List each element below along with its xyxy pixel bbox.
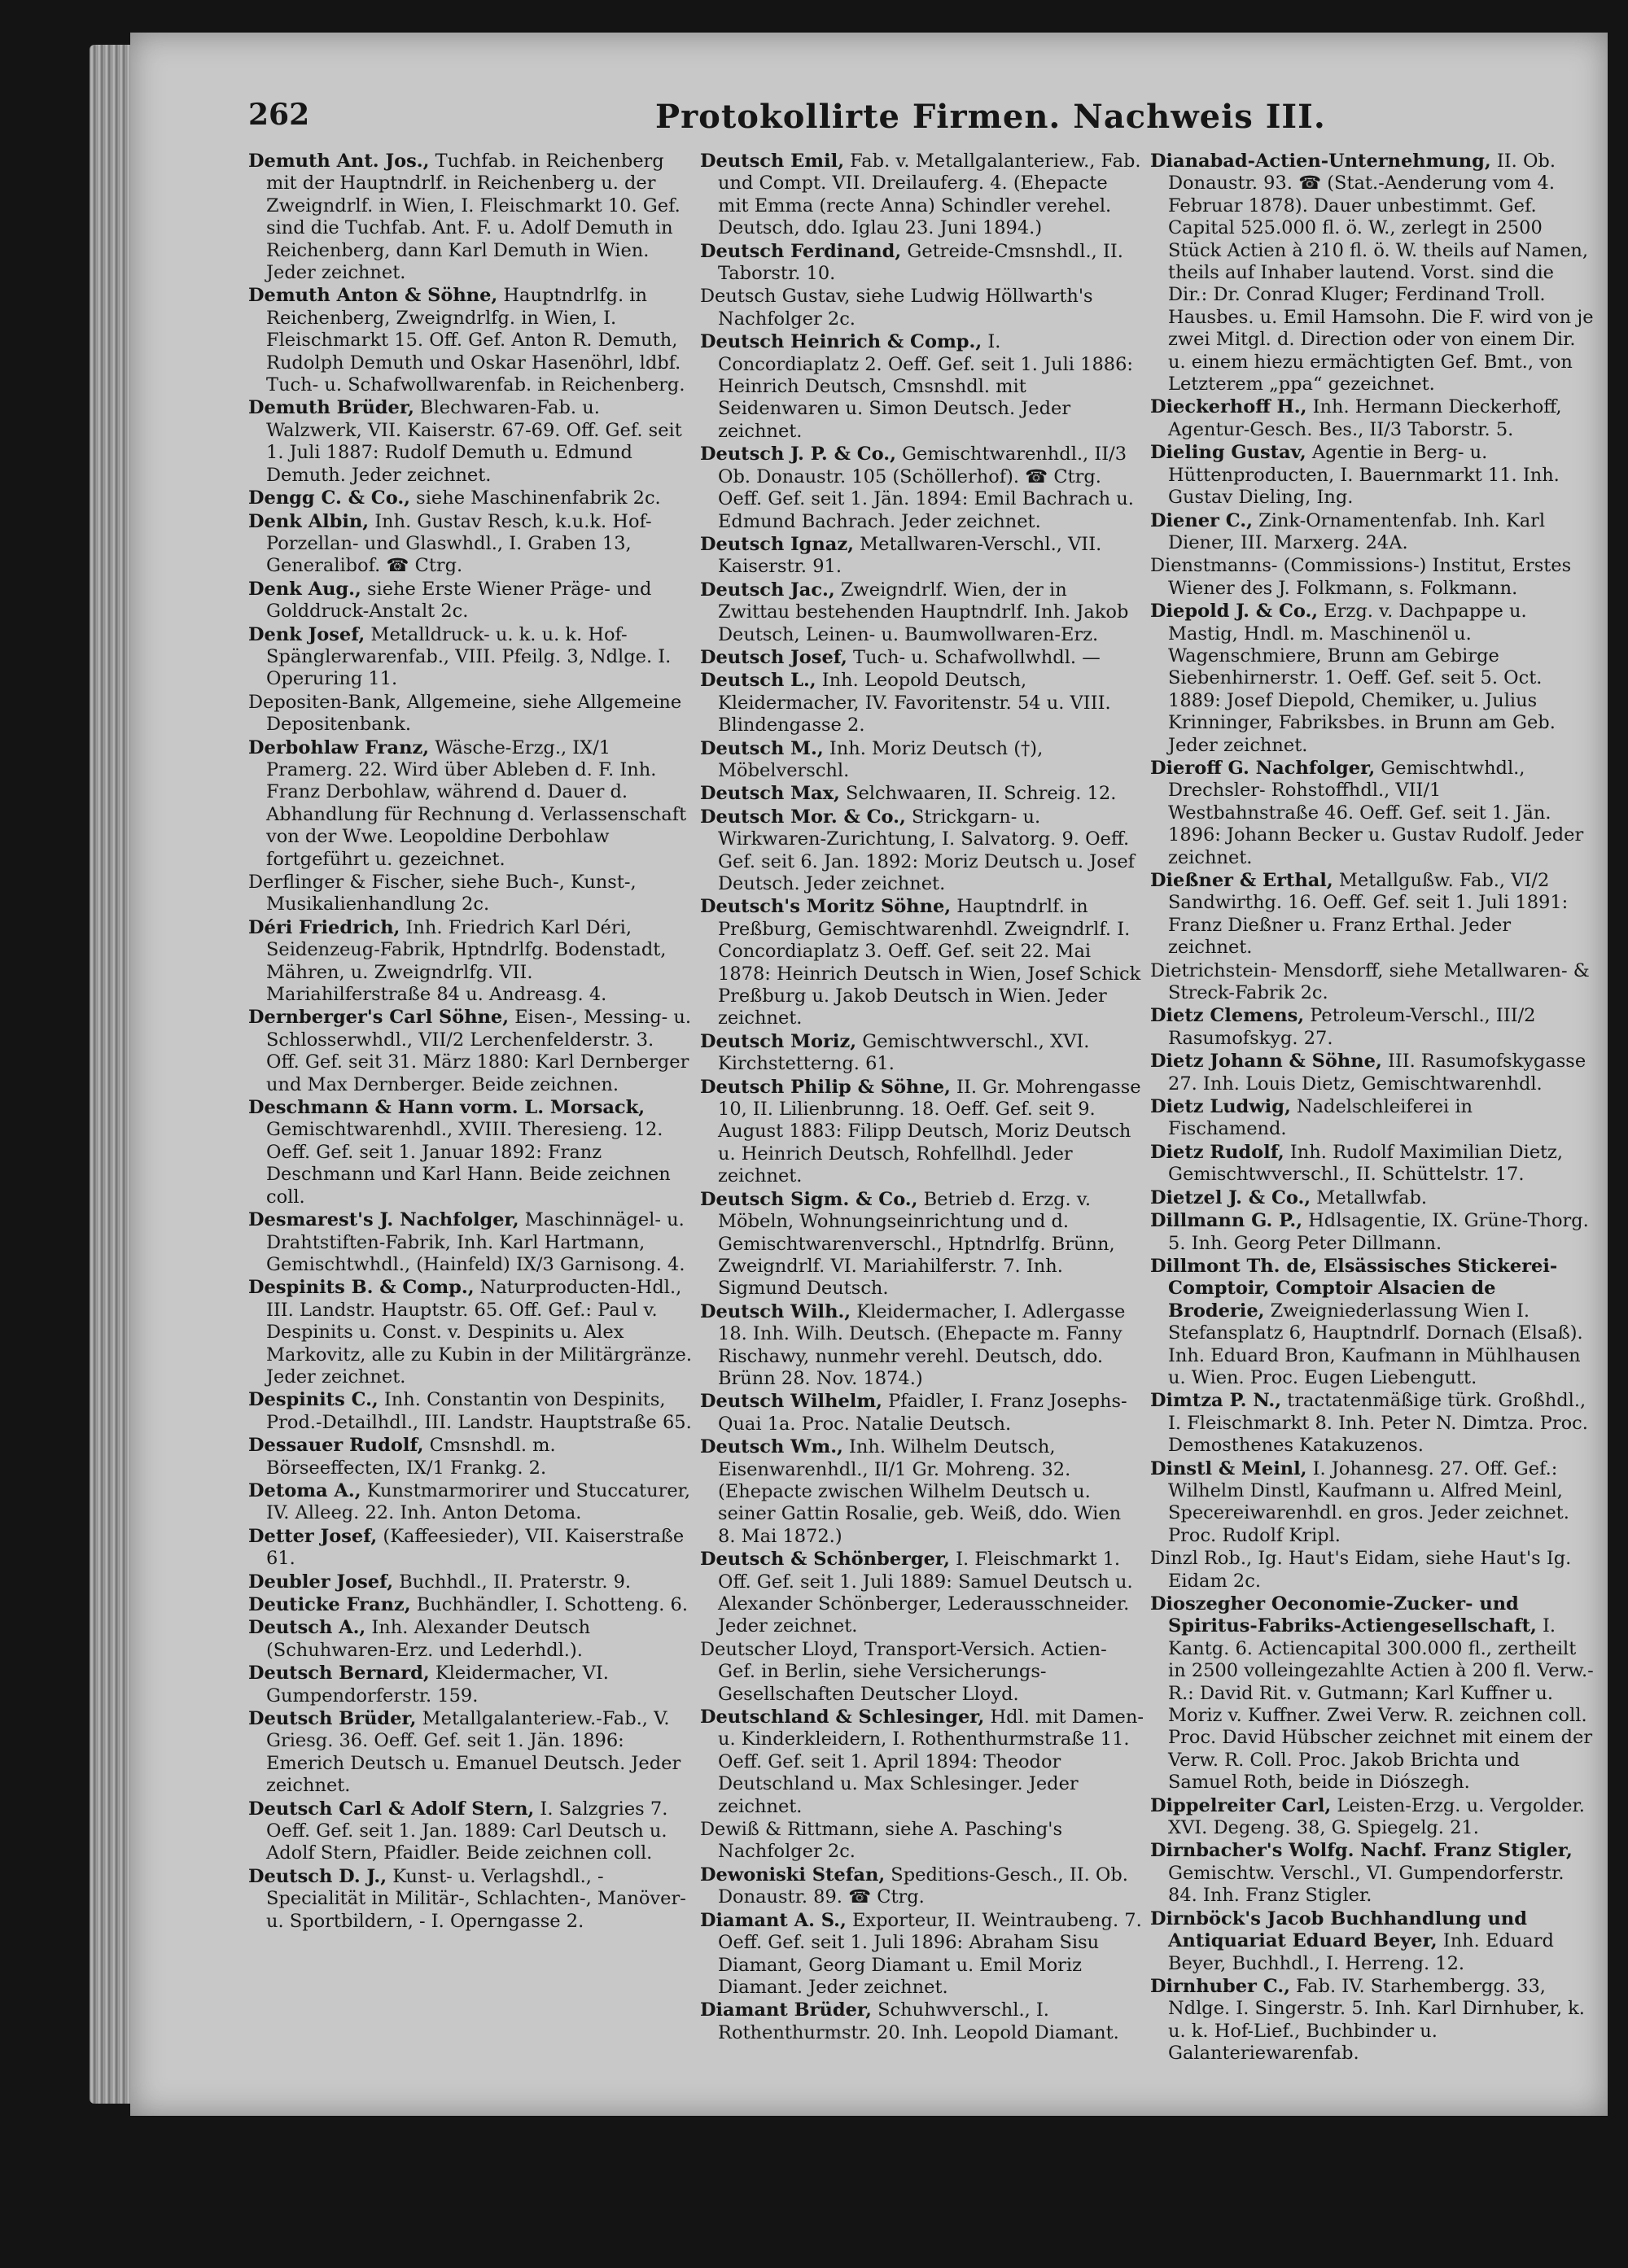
directory-entry <box>248 397 692 487</box>
directory-entry <box>1150 555 1594 600</box>
firm-description: Gemischtw. Verschl., VI. Gumpendorferstr. 84. Inh. Franz Stigler. <box>1168 1862 1565 1907</box>
firm-name: Demuth Anton & Söhne, <box>248 285 498 307</box>
firm-description: Derflinger & Fischer, siehe Buch-, Kunst-, Musikalienhandlung 2c. <box>248 872 637 916</box>
firm-description: Leisten-Erzg. u. Vergolder. XVI. Degeng. 38, G. Spiegelg. 21. <box>1168 1794 1585 1839</box>
firm-description: Deutscher Lloyd, Transport-Versich. Actien-Gef. in Berlin, siehe Versicherungs-Gesellschaften Deutscher Lloyd. <box>700 1638 1107 1705</box>
directory-entry <box>700 1910 1144 1999</box>
firm-description: Inh. Constantin von Despinits, Prod.-Detailhdl., III. Landstr. Hauptstraße 65. <box>266 1389 692 1433</box>
directory-entry <box>248 1663 692 1707</box>
directory-entry <box>248 1594 692 1616</box>
firm-name: Denk Albin, <box>248 510 370 532</box>
directory-entry <box>700 1031 1144 1076</box>
directory-entry <box>248 917 692 1007</box>
firm-description: Dietrichstein- Mensdorff, siehe Metallwaren- & Streck-Fabrik 2c. <box>1150 959 1590 1004</box>
directory-entry <box>1150 510 1594 555</box>
directory-entry <box>248 1708 692 1798</box>
firm-name: Dietz Clemens, <box>1150 1005 1305 1027</box>
firm-name: Diamant Brüder, <box>700 1999 872 2021</box>
firm-description: Hdl. mit Damen- u. Kinderkleidern, I. Rothenthurmstraße 11. Oeff. Gef. seit 1. April 1894: Theodor Deutschland u. Max Schlesinger. Jeder zeichnet. <box>718 1706 1144 1817</box>
directory-entry <box>700 331 1144 443</box>
firm-description: Hdlsagentie, IX. Grüne-Thorg. 5. Inh. Georg Peter Dillmann. <box>1168 1210 1589 1254</box>
firm-name: Deubler Josef, <box>248 1571 394 1593</box>
column-1 <box>248 151 692 1934</box>
firm-name: Deutsch Emil, <box>700 151 845 172</box>
firm-name: Deutsch Wilhelm, <box>700 1391 882 1413</box>
firm-description: I. Johannesg. 27. Off. Gef.: Wilhelm Dinstl, Kaufmann u. Alfred Meinl, Specereiwarenhdl. en gros. Jeder zeichnet. Proc. Rudolf Kripl. <box>1168 1457 1569 1546</box>
firm-description: II. Gr. Mohrengasse 10, II. Lilienbrunng. 18. Oeff. Gef. seit 9. August 1883: Filipp Deutsch, Moriz Deutsch u. Heinrich Deutsch, Rohfellhdl. Jeder zeichnet. <box>718 1076 1141 1187</box>
firm-description: Inh. Alexander Deutsch (Schuhwaren-Erz. und Lederhdl.). <box>266 1617 591 1661</box>
directory-entry <box>248 285 692 396</box>
directory-entry <box>700 1301 1144 1391</box>
directory-entry <box>700 1549 1144 1638</box>
firm-name: Deutsch J. P. & Co., <box>700 444 896 465</box>
directory-entry <box>248 1866 692 1933</box>
firm-description: Pfaidler, I. Franz Josephs-Quai 1a. Proc. Natalie Deutsch. <box>718 1391 1127 1435</box>
firm-description: Getreide-Cmsnshdl., II. Taborstr. 10. <box>718 240 1123 285</box>
firm-description: Buchhändler, I. Schotteng. 6. <box>410 1594 689 1615</box>
directory-entry <box>248 692 692 736</box>
column-3 <box>1150 151 1594 2066</box>
directory-entry <box>1150 1548 1594 1593</box>
directory-entry <box>248 487 692 509</box>
firm-name: Deutsch Ignaz, <box>700 533 854 555</box>
directory-entry <box>1150 396 1594 441</box>
firm-name: Deutsch Carl & Adolf Stern, <box>248 1798 535 1820</box>
directory-entry <box>248 1097 692 1208</box>
firm-description: Petroleum-Verschl., III/2 Rasumofskyg. 27. <box>1168 1005 1536 1049</box>
directory-entry <box>700 647 1144 669</box>
firm-description: Strickgarn- u. Wirkwaren-Zurichtung, I. Salvatorg. 9. Oeff. Gef. seit 6. Jan. 1892: Moriz Deutsch u. Josef Deutsch. Jeder zeichnet. <box>718 806 1135 894</box>
directory-entry <box>1150 960 1594 1005</box>
firm-name: Dieroff G. Nachfolger, <box>1150 757 1376 779</box>
firm-name: Déri Friedrich, <box>248 916 400 938</box>
firm-description: I. Salzgries 7. Oeff. Gef. seit 1. Jan. 1889: Carl Deutsch u. Adolf Stern, Pfaidler. Beide zeichnen coll. <box>266 1798 668 1864</box>
firm-name: Deuticke Franz, <box>248 1594 411 1615</box>
directory-entry <box>1150 1593 1594 1794</box>
firm-name: Dinstl & Meinl, <box>1150 1457 1307 1479</box>
firm-name: Deutsch D. J., <box>248 1865 387 1887</box>
firm-name: Diener C., <box>1150 509 1253 531</box>
firm-name: Deutschland & Schlesinger, <box>700 1706 985 1728</box>
directory-entry <box>248 1617 692 1662</box>
firm-name: Dillmont Th. de, Elsässisches Stickerei-Comptoir, Comptoir Alsacien de Broderie, <box>1150 1255 1558 1322</box>
firm-name: Demuth Ant. Jos., <box>248 151 430 172</box>
directory-entry <box>1150 1390 1594 1457</box>
firm-description: Metallgalanteriew.-Fab., V. Griesg. 36. Oeff. Gef. seit 1. Jän. 1896: Emerich Deutsch u. Emanuel Deutsch. Jeder zeichnet. <box>266 1708 681 1797</box>
firm-name: Deutsch Wm., <box>700 1436 843 1458</box>
directory-entry <box>1150 1256 1594 1389</box>
firm-description: Buchhdl., II. Praterstr. 9. <box>393 1571 632 1593</box>
firm-description: Kleidermacher, I. Adlergasse 18. Inh. Wilh. Deutsch. (Ehepacte m. Fanny Rischawy, nunmehr verehl. Deutsch, ddo. Brünn 28. Nov. 1874.) <box>718 1300 1126 1389</box>
directory-entry <box>1150 1210 1594 1255</box>
firm-description: Wäsche-Erzg., IX/1 Pramerg. 22. Wird über Ableben d. F. Inh. Franz Derbohlaw, während d. Dauer d. Abhandlung für Rechnung d. Verlassenschaft von der Wwe. Leopoldine Derbohlaw fortgeführt u. gezeichnet. <box>266 736 687 870</box>
firm-name: Dieckerhoff H., <box>1150 396 1307 418</box>
firm-name: Dirnhuber C., <box>1150 1975 1290 1997</box>
firm-name: Deutsch's Moritz Söhne, <box>700 896 952 918</box>
directory-entry <box>700 670 1144 736</box>
firm-name: Deutsch M., <box>700 737 824 759</box>
firm-name: Derbohlaw Franz, <box>248 736 430 758</box>
firm-name: Despinits C., <box>248 1389 379 1411</box>
directory-entry <box>1150 758 1594 869</box>
directory-entry <box>1150 1458 1594 1548</box>
firm-description: Hauptndrlf. in Preßburg, Gemischtwarenhdl. Zweigndrlf. I. Concordiaplatz 3. Oeff. Gef. seit 22. Mai 1878: Heinrich Deutsch in Wien, Josef Schick Preßburg u. Jakob Deutsch in Wien. Jeder zeichnet. <box>718 896 1141 1029</box>
directory-entry <box>700 1639 1144 1706</box>
firm-description: I. Fleischmarkt 1. Off. Gef. seit 1. Juli 1889: Samuel Deutsch u. Alexander Schönberger, Lederausschneider. Jeder zeichnet. <box>718 1549 1133 1637</box>
firm-name: Dianabad-Actien-Unternehmung, <box>1150 151 1491 172</box>
firm-name: Dieling Gustav, <box>1150 442 1306 464</box>
firm-description: Inh. Friedrich Karl Déri, Seidenzeug-Fabrik, Hptndrlfg. Bodenstadt, Mähren, u. Zweigndrlfg. VII. Mariahilferstraße 84 u. Andreasg. 4. <box>266 916 667 1006</box>
firm-description: III. Rasumofskygasse 27. Inh. Louis Dietz, Gemischtwarenhdl. <box>1168 1051 1586 1095</box>
firm-name: Dillmann G. P., <box>1150 1210 1303 1232</box>
directory-entry <box>1150 1096 1594 1141</box>
firm-description: Eisen-, Messing- u. Schlosserwhdl., VII/2 Lerchenfelderstr. 3. Off. Gef. seit 31. März 1880: Karl Dernberger und Max Dernberger. Beide zeichnen. <box>266 1007 692 1095</box>
firm-description: Inh. Gustav Resch, k.u.k. Hof-Porzellan- und Glaswhdl., I. Graben 13, Generalibof. ☎ Ctrg. <box>266 510 652 577</box>
firm-name: Deutsch Jac., <box>700 579 835 601</box>
firm-name: Deutsch & Schönberger, <box>700 1549 950 1571</box>
firm-description: Blechwaren-Fab. u. Walzwerk, VII. Kaiserstr. 67-69. Off. Gef. seit 1. Juli 1887: Rudolf Demuth u. Edmund Demuth. Jeder zeichnet. <box>266 397 682 486</box>
directory-entry <box>248 579 692 623</box>
directory-entry <box>700 1436 1144 1548</box>
directory-entry <box>1150 1142 1594 1186</box>
firm-description: Agentie in Berg- u. Hüttenproducten, I. Bauernmarkt 11. Inh. Gustav Dieling, Ing. <box>1168 442 1560 509</box>
firm-description: Kunstmarmorirer und Stuccaturer, IV. Alleeg. 22. Inh. Anton Detoma. <box>266 1479 691 1524</box>
firm-name: Diepold J. & Co., <box>1150 601 1319 623</box>
directory-entry <box>700 1189 1144 1300</box>
directory-entry <box>700 1391 1144 1436</box>
directory-entry <box>700 806 1144 896</box>
firm-name: Deutsch Bernard, <box>248 1663 430 1685</box>
firm-name: Diamant A. S., <box>700 1909 847 1931</box>
page-header <box>248 98 1575 146</box>
column-2 <box>700 151 1144 2045</box>
firm-description: Inh. Wilhelm Deutsch, Eisenwarenhdl., II/1 Gr. Mohreng. 32. (Ehepacte zwischen Wilhelm Deutsch u. seiner Gattin Rosalie, geb. Weiß, ddo. Wien 8. Mai 1872.) <box>718 1436 1122 1547</box>
firm-name: Deutsch Mor. & Co., <box>700 806 906 828</box>
firm-description: Metallgußw. Fab., VI/2 Sandwirthg. 16. Oeff. Gef. seit 1. Juli 1891: Franz Dießner u. Franz Erthal. Jeder zeichnet. <box>1168 870 1569 959</box>
firm-description: Inh. Eduard Beyer, Buchhdl., I. Herreng. 12. <box>1168 1930 1554 1974</box>
directory-entry <box>700 1706 1144 1818</box>
firm-description: Gemischtwhdl., Drechsler- Rohstoffhdl., VII/1 Westbahnstraße 46. Oeff. Gef. seit 1. Jän. 1896: Johann Becker u. Gustav Rudolf. Jeder zeichnet. <box>1168 757 1584 868</box>
directory-entry <box>248 1209 692 1276</box>
directory-entry <box>1150 442 1594 509</box>
firm-description: Schuhwverschl., I. Rothenthurmstr. 20. Inh. Leopold Diamant. <box>718 1999 1119 2043</box>
directory-entry <box>700 151 1144 240</box>
directory-entry <box>248 1435 692 1479</box>
firm-name: Dimtza P. N., <box>1150 1390 1282 1412</box>
firm-name: Dietz Rudolf, <box>1150 1141 1284 1163</box>
directory-entry <box>248 151 692 284</box>
firm-description: Kunst- u. Verlagshdl., -Specialität in Militär-, Schlachten-, Manöver- u. Sportbildern, - I. Operngasse 2. <box>266 1865 686 1932</box>
firm-name: Deutsch A., <box>248 1617 366 1639</box>
firm-name: Deutsch Sigm. & Co., <box>700 1188 918 1210</box>
directory-entry <box>700 1077 1144 1188</box>
directory-entry <box>248 511 692 578</box>
directory-entry <box>700 1864 1144 1909</box>
firm-name: Dietzel J. & Co., <box>1150 1186 1311 1208</box>
firm-description: Inh. Rudolf Maximilian Dietz, Gemischtwverschl., II. Schüttelstr. 17. <box>1168 1141 1564 1186</box>
firm-description: tractatenmäßige türk. Großhdl., I. Fleischmarkt 8. Inh. Peter N. Dimtza. Proc. Demosthenes Katakuzenos. <box>1168 1390 1588 1457</box>
firm-description: Fab. IV. Starhembergg. 33, Ndlge. I. Singerstr. 5. Inh. Karl Dirnhuber, k. u. k. Hof-Lief., Buchbinder u. Galanteriewarenfab. <box>1168 1975 1585 2065</box>
firm-description: Zink-Ornamentenfab. Inh. Karl Diener, III. Marxerg. 24A. <box>1168 509 1546 553</box>
firm-description: Hauptndrlfg. in Reichenberg, Zweigndrlfg. in Wien, I. Fleischmarkt 15. Off. Gef. Anton R. Demuth, Rudolph Demuth und Oskar Hasenöhrl, ldbf. Tuch- u. Schafwollwarenfab. in Reichenberg. <box>266 285 685 396</box>
page-number: 262 <box>248 98 310 132</box>
firm-description: Dinzl Rob., Ig. Haut's Eidam, siehe Haut's Ig. Eidam 2c. <box>1150 1548 1572 1592</box>
firm-description: Deutsch Gustav, siehe Ludwig Höllwarth's Nachfolger 2c. <box>700 286 1093 330</box>
firm-description: Selchwaaren, II. Schreig. 12. <box>839 783 1117 805</box>
firm-name: Dengg C. & Co., <box>248 487 410 509</box>
directory-entry <box>700 738 1144 783</box>
firm-description: I. Kantg. 6. Actiencapital 300.000 fl., zertheilt in 2500 volleingezahlte Actien à 200 fl. Verw.-R.: David Rit. v. Gutmann; Karl Kuffner u. Moriz v. Kuffner. Zwei Verw. R. zeichnen coll. Proc. David Hübscher zeichnet mit einem der Verw. R. Coll. Proc. Jakob Brichta und Samuel Roth, beide in Diószegh. <box>1168 1615 1594 1794</box>
firm-description: Fab. v. Metallgalanteriew., Fab. und Compt. VII. Dreilauferg. 4. (Ehepacte mit Emma (recte Anna) Schindler verehel. Deutsch, ddo. Iglau 23. Juni 1894.) <box>718 151 1141 239</box>
firm-description: Exporteur, II. Weintraubeng. 7. Oeff. Gef. seit 1. Juli 1896: Abraham Sisu Diamant, Georg Diamant u. Emil Moriz Diamant. Jeder zeichnet. <box>718 1909 1142 1998</box>
firm-description: Tuch- u. Schafwollwhdl. — <box>847 646 1101 668</box>
firm-name: Denk Aug., <box>248 578 361 600</box>
firm-description: Dewiß & Rittmann, siehe A. Pasching's Nachfolger 2c. <box>700 1819 1063 1863</box>
firm-name: Dernberger's Carl Söhne, <box>248 1007 510 1029</box>
directory-entry <box>1150 1976 1594 2065</box>
firm-description: siehe Erste Wiener Präge- und Golddruck-Anstalt 2c. <box>266 578 652 623</box>
firm-description: Inh. Leopold Deutsch, Kleidermacher, IV. Favoritenstr. 54 u. VIII. Blindengasse 2. <box>718 670 1111 736</box>
directory-entry <box>248 1277 692 1388</box>
firm-name: Dioszegher Oeconomie-Zucker- und Spiritus-Fabriks-Actiengesellschaft, <box>1150 1593 1537 1637</box>
directory-entry <box>700 241 1144 286</box>
firm-description: Zweigniederlassung Wien I. Stefansplatz 6, Hauptndrlf. Dornach (Elsaß). Inh. Eduard Bron, Kaufmann in Mühlhausen u. Wien. Proc. Eugen Liebengutt. <box>1168 1300 1583 1388</box>
firm-description: Inh. Moriz Deutsch (†), Möbelverschl. <box>718 737 1044 781</box>
firm-description: Gemischtwverschl., XVI. Kirchstetterng. 61. <box>718 1030 1090 1075</box>
firm-description: Depositen-Bank, Allgemeine, siehe Allgemeine Depositenbank. <box>248 691 682 736</box>
firm-name: Deutsch Josef, <box>700 646 847 668</box>
firm-description: II. Ob. Donaustr. 93. ☎ (Stat.-Aenderung vom 4. Februar 1878). Dauer unbestimmt. Gef. Capital 525.000 fl. ö. W., zerlegt in 2500 Stück Actien à 210 fl. ö. W. theils auf Namen, theils auf Inhaber lautend. Vorst. sind die Dir.: Dr. Conrad Kluger; Ferdinand Troll. Hausbes. u. Emil Hamsohn. Die F. wird von je zwei Mitgl. d. Direction oder von einem Dir. u. einem hiezu ermächtigten Gef. Bmt., von Letzterem „ppa“ gezeichnet. <box>1168 151 1594 395</box>
firm-description: Zweigndrlf. Wien, der in Zwittau bestehenden Hauptndrlf. Inh. Jakob Deutsch, Leinen- u. Baumwollwaren-Erz. <box>718 579 1129 645</box>
directory-entry <box>1150 870 1594 959</box>
directory-entry <box>700 534 1144 579</box>
firm-description: Metalldruck- u. k. u. k. Hof-Spänglerwarenfab., VIII. Pfeilg. 3, Ndlge. I. Operuring 11. <box>266 623 672 690</box>
firm-description: Metallwfab. <box>1311 1186 1428 1208</box>
firm-name: Demuth Brüder, <box>248 397 414 419</box>
directory-entry <box>700 1819 1144 1864</box>
directory-entry <box>700 1999 1144 2044</box>
firm-description: I. Concordiaplatz 2. Oeff. Gef. seit 1. Juli 1886: Heinrich Deutsch, Cmsnshdl. mit Seidenwaren u. Simon Deutsch. Jeder zeichnet. <box>718 331 1133 442</box>
firm-name: Denk Josef, <box>248 623 365 645</box>
directory-entry <box>1150 1840 1594 1907</box>
firm-name: Deschmann & Hann vorm. L. Morsack, <box>248 1097 646 1119</box>
firm-name: Dirnböck's Jacob Buchhandlung und Antiquariat Eduard Beyer, <box>1150 1907 1527 1952</box>
firm-name: Dietz Ludwig, <box>1150 1096 1291 1118</box>
directory-entry <box>1150 1908 1594 1975</box>
directory-entry <box>248 1571 692 1593</box>
firm-name: Dießner & Erthal, <box>1150 870 1333 891</box>
firm-description: Nadelschleiferei in Fischamend. <box>1168 1096 1473 1140</box>
firm-name: Deutsch Philip & Söhne, <box>700 1076 951 1098</box>
firm-description: Maschinnägel- u. Drahtstiften-Fabrik, Inh. Karl Hartmann, Gemischtwhdl., (Hainfeld) IX/3 Garnisong. 4. <box>266 1209 685 1275</box>
directory-entry <box>1150 1795 1594 1840</box>
firm-description: Cmsnshdl. m. Börseeffecten, IX/1 Frankg. 2. <box>266 1435 556 1479</box>
directory-entry <box>700 286 1144 330</box>
directory-entry <box>248 1389 692 1434</box>
firm-description: siehe Maschinenfabrik 2c. <box>410 487 661 509</box>
firm-description: Speditions-Gesch., II. Ob. Donaustr. 89. ☎ Ctrg. <box>718 1864 1128 1908</box>
firm-name: Detoma A., <box>248 1479 361 1501</box>
directory-entry <box>248 624 692 691</box>
firm-name: Deutsch Brüder, <box>248 1708 417 1730</box>
firm-name: Deutsch Heinrich & Comp., <box>700 331 982 353</box>
firm-name: Desmarest's J. Nachfolger, <box>248 1209 519 1231</box>
directory-entry <box>700 579 1144 646</box>
firm-name: Despinits B. & Comp., <box>248 1277 475 1299</box>
directory-entry <box>1150 1005 1594 1050</box>
firm-description: Betrieb d. Erzg. v. Möbeln, Wohnungseinrichtung und d. Gemischtwarenverschl., Hptndrlfg. Brünn, Zweigndrlf. VI. Mariahilferstr. 7. Inh. Sigmund Deutsch. <box>718 1188 1115 1300</box>
firm-description: Erzg. v. Dachpappe u. Mastig, Hndl. m. Maschinenöl u. Wagenschmiere, Brunn am Gebirge Siebenhirnerstr. 1. Oeff. Gef. seit 5. Oct. 1889: Josef Diepold, Chemiker, u. Julius Krinninger, Fabriksbes. in Brunn am Geb. Jeder zeichnet. <box>1168 601 1556 756</box>
firm-description: Inh. Hermann Dieckerhoff, Agentur-Gesch. Bes., II/3 Taborstr. 5. <box>1168 396 1562 440</box>
firm-name: Dippelreiter Carl, <box>1150 1794 1332 1816</box>
firm-name: Deutsch Ferdinand, <box>700 240 902 262</box>
directory-entry <box>700 783 1144 805</box>
firm-description: Gemischtwarenhdl., XVIII. Theresieng. 12. Oeff. Gef. seit 1. Januar 1892: Franz Deschmann und Karl Hann. Beide zeichnen coll. <box>266 1119 671 1208</box>
running-title: Protokollirte Firmen. Nachweis III. <box>655 98 1326 136</box>
directory-entry <box>1150 1051 1594 1095</box>
directory-entry <box>248 1007 692 1096</box>
firm-name: Deutsch Wilh., <box>700 1300 851 1322</box>
directory-entry <box>1150 1187 1594 1209</box>
firm-description: Naturproducten-Hdl., III. Landstr. Hauptstr. 65. Off. Gef.: Paul v. Despinits u. Const. v. Despinits u. Alex Markovitz, alle zu Kubin in der Militärgränze. Jeder zeichnet. <box>266 1277 693 1387</box>
firm-name: Dirnbacher's Wolfg. Nachf. Franz Stigler, <box>1150 1840 1573 1862</box>
firm-description: (Kaffeesieder), VII. Kaiserstraße 61. <box>266 1525 685 1570</box>
firm-description: Dienstmanns- (Commissions-) Institut, Erstes Wiener des J. Folkmann, s. Folkmann. <box>1150 555 1572 599</box>
directory-entry <box>248 1526 692 1571</box>
directory-entry <box>248 1480 692 1525</box>
firm-name: Deutsch Moriz, <box>700 1030 857 1052</box>
directory-entry <box>1150 151 1594 395</box>
firm-description: Gemischtwarenhdl., II/3 Ob. Donaustr. 105 (Schöllerhof). ☎ Ctrg. Oeff. Gef. seit 1. Jän. 1894: Emil Bachrach u. Edmund Bachrach. Jeder zeichnet. <box>718 444 1134 532</box>
directory-entry <box>700 896 1144 1029</box>
firm-name: Detter Josef, <box>248 1525 378 1547</box>
firm-description: Metallwaren-Verschl., VII. Kaiserstr. 91. <box>718 533 1102 578</box>
firm-name: Deutsch L., <box>700 670 816 692</box>
directory-entry <box>248 872 692 916</box>
firm-description: Kleidermacher, VI. Gumpendorferstr. 159. <box>266 1663 609 1706</box>
directory-entry <box>248 737 692 871</box>
directory-entry <box>1150 601 1594 757</box>
firm-name: Dewoniski Stefan, <box>700 1864 886 1886</box>
directory-entry <box>700 444 1144 533</box>
firm-name: Deutsch Max, <box>700 783 840 805</box>
firm-name: Dietz Johann & Söhne, <box>1150 1051 1382 1073</box>
directory-entry <box>248 1798 692 1865</box>
firm-name: Dessauer Rudolf, <box>248 1435 424 1457</box>
firm-description: Tuchfab. in Reichenberg mit der Hauptndrlf. in Reichenberg u. der Zweigndrlf. in Wien, I. Fleischmarkt 10. Gef. sind die Tuchfab. Ant. F. u. Adolf Demuth in Reichenberg, dann Karl Demuth in Wien. Jeder zeichnet. <box>266 151 681 284</box>
